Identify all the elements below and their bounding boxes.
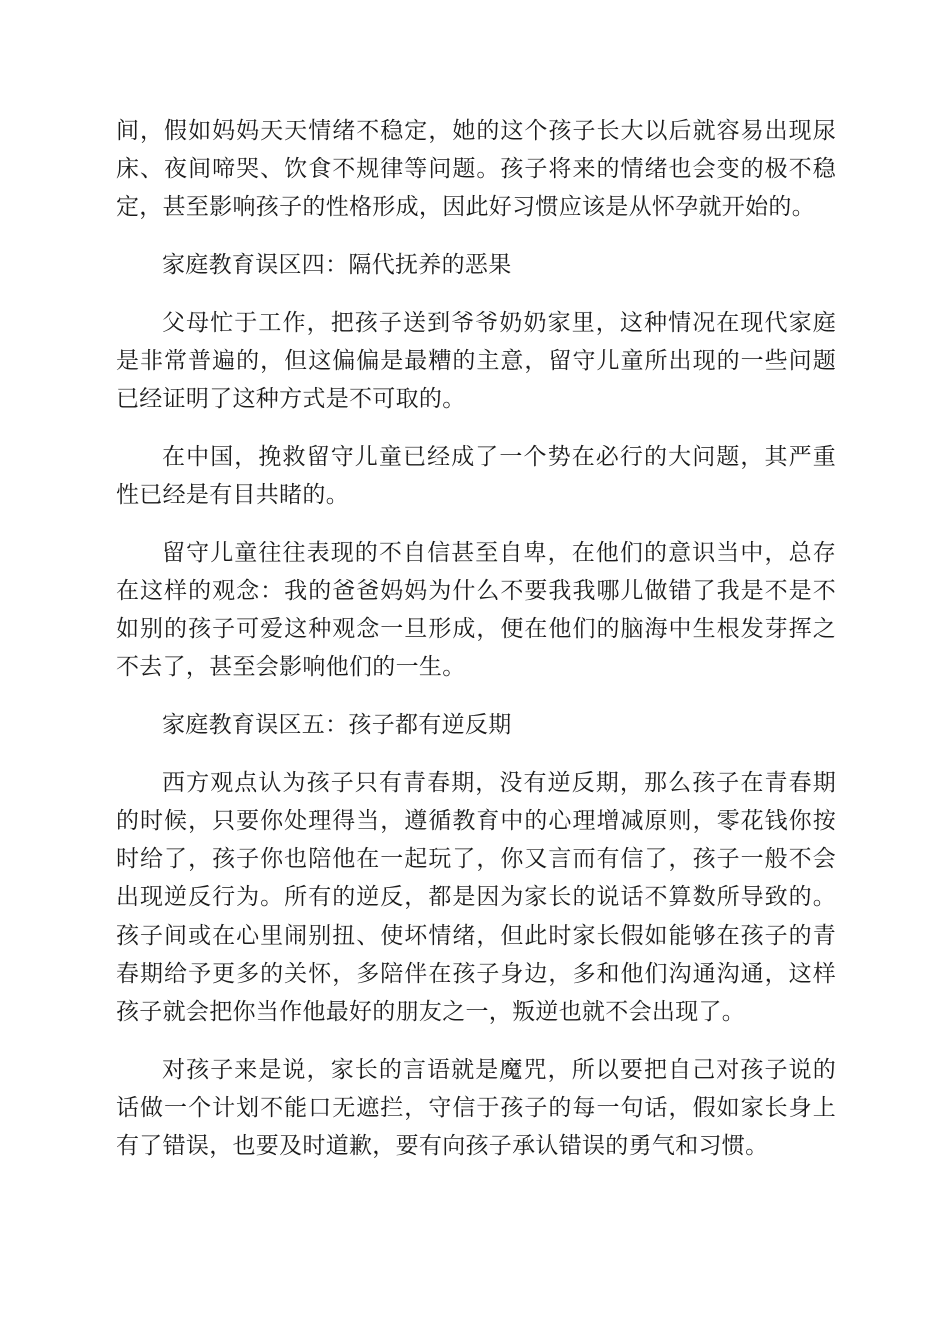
- paragraph: 留守儿童往往表现的不自信甚至自卑，在他们的意识当中，总存在这样的观念：我的爸爸妈妈为什么不要我我哪儿做错了我是不是不如别的孩子可爱这种观念一旦形成，便在他们的脑海中生根发芽挥之不去了，甚至会影响他们的一生。: [116, 539, 836, 681]
- paragraph: 西方观点认为孩子只有青春期，没有逆反期，那么孩子在青春期的时候，只要你处理得当，遵循教育中的心理增减原则，零花钱你按时给了，孩子你也陪他在一起玩了，你又言而有信了，孩子一般不会出现逆反行为。所有的逆反，都是因为家长的说话不算数所导致的。孩子间或在心里闹别扭、使坏情绪，但此时家长假如能够在孩子的青春期给予更多的关怀，多陪伴在孩子身边，多和他们沟通沟通，这样孩子就会把你当作他最好的朋友之一，叛逆也就不会出现了。: [116, 769, 836, 1026]
- paragraph-continuation: 间，假如妈妈天天情绪不稳定，她的这个孩子长大以后就容易出现尿床、夜间啼哭、饮食不规律等问题。孩子将来的情绪也会变的极不稳定，甚至影响孩子的性格形成，因此好习惯应该是从怀孕就开始的。: [116, 118, 836, 221]
- document-body: [116, 112, 836, 1185]
- section-heading-mistake-four: 家庭教育误区四：隔代抚养的恶果: [162, 252, 512, 279]
- paragraph: 对孩子来是说，家长的言语就是魔咒，所以要把自己对孩子说的话做一个计划不能口无遮拦，守信于孩子的每一句话，假如家长身上有了错误，也要及时道歉，要有向孩子承认错误的勇气和习惯。: [116, 1056, 836, 1160]
- paragraph: 在中国，挽救留守儿童已经成了一个势在必行的大问题，其严重性已经是有目共睹的。: [116, 443, 836, 509]
- section-heading-mistake-five: 家庭教育误区五：孩子都有逆反期: [162, 712, 512, 739]
- paragraph: 父母忙于工作，把孩子送到爷爷奶奶家里，这种情况在现代家庭是非常普遍的，但这偏偏是最糟的主意，留守儿童所出现的一些问题已经证明了这种方式是不可取的。: [116, 309, 836, 413]
